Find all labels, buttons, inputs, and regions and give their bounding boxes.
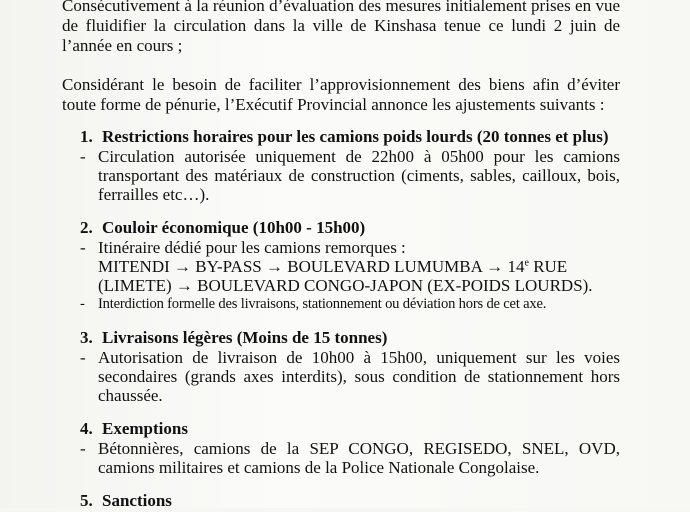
considering-paragraph: Considérant le besoin de faciliter l’approvisionnement des biens afin d’éviter toute forme de pénurie, l’Exécutif Provincial annonce les ajustements suivants : <box>62 75 620 114</box>
intro-paragraph: Consécutivement à la réunion d’évaluation des mesures initialement prises en vue de fluidifier la circulation dans la ville de Kinshasa tenue ce lundi 2 juin de l’année en cours ; <box>62 0 620 55</box>
section-3-item-text: Autorisation de livraison de 10h00 à 15h00, uniquement sur les voies secondaires (grands axes interdits), sous condition de stationnement hors chaussée. <box>98 348 620 405</box>
section-4-title <box>62 419 620 439</box>
section-1-item <box>62 147 620 204</box>
section-3 <box>62 328 620 405</box>
section-5-number: 5. <box>80 491 93 510</box>
section-2-heading: Couloir économique (10h00 - 15h00) <box>102 218 366 237</box>
section-3-item <box>62 348 620 405</box>
bullet-dash: - <box>80 147 86 166</box>
section-1-number: 1. <box>80 127 93 146</box>
section-1-heading: Restrictions horaires pour les camions poids lourds (20 tonnes et plus) <box>102 127 609 146</box>
route-line-2-text: (LIMETE) → BOULEVARD CONGO-JAPON (EX-POIDS LOURDS). <box>98 276 593 295</box>
section-3-title <box>62 328 620 348</box>
bullet-dash: - <box>80 348 86 367</box>
section-2-item-1-text: Itinéraire dédié pour les camions remorques : <box>98 238 406 257</box>
section-4-heading: Exemptions <box>102 419 188 438</box>
bullet-dash: - <box>80 238 86 257</box>
section-2-item-1 <box>62 238 620 257</box>
section-2-title <box>62 218 620 238</box>
section-3-number: 3. <box>80 328 93 347</box>
route-line-1-text: MITENDI → BY-PASS → BOULEVARD LUMUMBA → 14 <box>98 257 525 276</box>
section-5 <box>62 491 620 511</box>
section-1-title <box>62 127 620 147</box>
section-5-title <box>62 491 620 511</box>
route-line-2 <box>62 276 620 295</box>
section-2-number: 2. <box>80 218 93 237</box>
bullet-dash: - <box>80 439 86 458</box>
section-2 <box>62 218 620 314</box>
section-2-item-2-text: Interdiction formelle des livraisons, stationnement ou déviation hors de cet axe. <box>98 296 547 312</box>
section-5-heading: Sanctions <box>102 491 172 510</box>
section-4-number: 4. <box>80 419 93 438</box>
section-4-item <box>62 439 620 477</box>
section-2-item-2 <box>62 295 620 314</box>
section-4 <box>62 419 620 477</box>
route-superscript: e <box>524 257 529 269</box>
route-line-1 <box>62 257 620 276</box>
section-1-item-text: Circulation autorisée uniquement de 22h00 à 05h00 pour les camions transportant des matériaux de construction (ciments, sables, cailloux, bois, ferrailles etc…). <box>98 147 620 204</box>
section-1 <box>62 127 620 204</box>
bullet-dash: - <box>80 296 85 312</box>
section-3-heading: Livraisons légères (Moins de 15 tonnes) <box>102 328 388 347</box>
route-line-1-end: RUE <box>528 257 568 276</box>
section-4-item-text: Bétonnières, camions de la SEP CONGO, REGISEDO, SNEL, OVD, camions militaires et camions de la Police Nationale Congolaise. <box>98 439 620 477</box>
